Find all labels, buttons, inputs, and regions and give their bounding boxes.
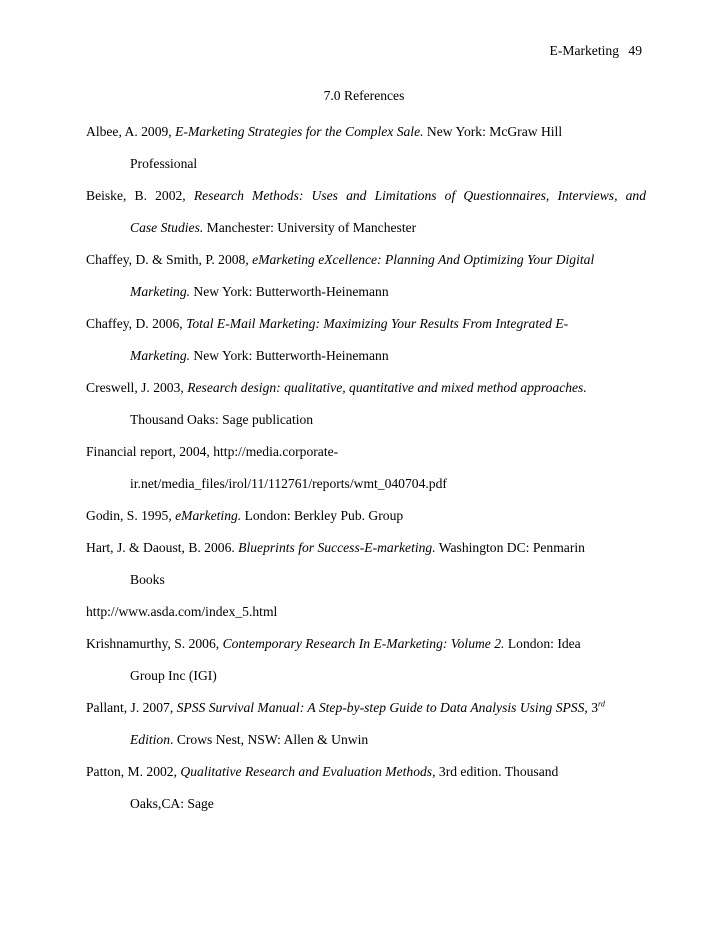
reference-continuation-line bbox=[86, 340, 646, 372]
reference-line bbox=[86, 628, 646, 660]
reference-text: http://www.asda.com/index_5.html bbox=[86, 604, 278, 619]
reference-text: Godin, S. 1995, bbox=[86, 508, 176, 523]
running-head bbox=[550, 43, 642, 59]
reference-continuation-line bbox=[86, 148, 646, 180]
reference-text: Chaffey, D. 2006, bbox=[86, 316, 187, 331]
page-number: 49 bbox=[628, 43, 642, 58]
reference-continuation-line bbox=[86, 276, 646, 308]
reference-entry bbox=[86, 500, 646, 532]
reference-continuation-line bbox=[86, 212, 646, 244]
reference-text: Hart, J. & Daoust, B. 2006. bbox=[86, 540, 239, 555]
reference-continuation-line bbox=[86, 788, 646, 820]
reference-text: Albee, A. 2009, bbox=[86, 124, 176, 139]
reference-entry bbox=[86, 116, 646, 180]
reference-text: Chaffey, D. & Smith, P. 2008, bbox=[86, 252, 253, 267]
reference-continuation-line bbox=[86, 404, 646, 436]
reference-entry bbox=[86, 756, 646, 820]
reference-text: Financial report, 2004, http://media.corporate- bbox=[86, 444, 339, 459]
reference-line bbox=[86, 180, 646, 212]
reference-text: New York: Butterworth-Heinemann bbox=[190, 348, 389, 363]
reference-entry bbox=[86, 436, 646, 500]
reference-text: Professional bbox=[130, 156, 198, 171]
reference-text: Oaks,CA: Sage bbox=[130, 796, 214, 811]
reference-text-italic: Research Methods: Uses and Limitations of Questionnaires, Interviews, and bbox=[193, 188, 646, 203]
reference-text: New York: McGraw Hill bbox=[423, 124, 563, 139]
reference-text: Thousand Oaks: Sage publication bbox=[130, 412, 314, 427]
reference-text: Pallant, J. 2007, bbox=[86, 700, 177, 715]
section-title: 7.0 References bbox=[323, 88, 405, 103]
reference-text-superscript: rd bbox=[598, 699, 605, 709]
reference-text: Group Inc (IGI) bbox=[130, 668, 217, 683]
reference-text-italic: Marketing. bbox=[130, 348, 191, 363]
reference-text-italic: E-Marketing Strategies for the Complex Sale. bbox=[175, 124, 424, 139]
reference-text: . Crows Nest, NSW: Allen & Unwin bbox=[170, 732, 369, 747]
reference-line bbox=[86, 244, 646, 276]
reference-line bbox=[86, 692, 646, 724]
reference-text-italic: Case Studies. bbox=[130, 220, 204, 235]
reference-text: Patton, M. 2002, bbox=[86, 764, 181, 779]
reference-entry bbox=[86, 692, 646, 756]
reference-text-italic: Blueprints for Success-E-marketing. bbox=[238, 540, 436, 555]
reference-line bbox=[86, 756, 646, 788]
reference-text-italic: Marketing. bbox=[130, 284, 191, 299]
reference-text: Krishnamurthy, S. 2006, bbox=[86, 636, 223, 651]
reference-text-italic: eMarketing eXcellence: Planning And Optimizing Your Digital bbox=[252, 252, 595, 267]
reference-text-italic: Total E-Mail Marketing: Maximizing Your Results From Integrated E- bbox=[186, 316, 569, 331]
reference-text: Beiske, B. 2002, bbox=[86, 188, 194, 203]
reference-continuation-line bbox=[86, 724, 646, 756]
reference-text: New York: Butterworth-Heinemann bbox=[190, 284, 389, 299]
reference-continuation-line bbox=[86, 564, 646, 596]
reference-text: Washington DC: Penmarin bbox=[435, 540, 585, 555]
reference-text-italic: Qualitative Research and Evaluation Methods bbox=[180, 764, 433, 779]
reference-line bbox=[86, 436, 646, 468]
reference-entry bbox=[86, 372, 646, 436]
running-title: E-Marketing bbox=[549, 43, 619, 58]
reference-line bbox=[86, 116, 646, 148]
reference-text: Creswell, J. 2003, bbox=[86, 380, 188, 395]
reference-text-italic: Contemporary Research In E-Marketing: Volume 2. bbox=[222, 636, 505, 651]
reference-line bbox=[86, 596, 646, 628]
reference-line bbox=[86, 500, 646, 532]
reference-line bbox=[86, 532, 646, 564]
reference-entry bbox=[86, 532, 646, 596]
reference-entry bbox=[86, 180, 646, 244]
reference-text: ir.net/media_files/irol/11/112761/reports/wmt_040704.pdf bbox=[130, 476, 447, 491]
reference-text: London: Berkley Pub. Group bbox=[241, 508, 404, 523]
reference-text: Manchester: University of Manchester bbox=[203, 220, 417, 235]
reference-line bbox=[86, 308, 646, 340]
reference-continuation-line bbox=[86, 660, 646, 692]
reference-text: Books bbox=[130, 572, 165, 587]
reference-line bbox=[86, 372, 646, 404]
reference-entry bbox=[86, 308, 646, 372]
reference-text-italic: Research design: qualitative, quantitative and mixed method approaches. bbox=[187, 380, 587, 395]
reference-entry bbox=[86, 628, 646, 692]
reference-entry bbox=[86, 244, 646, 308]
reference-text: , 3rd edition. Thousand bbox=[432, 764, 559, 779]
reference-text-italic: eMarketing. bbox=[175, 508, 242, 523]
reference-text: , 3 bbox=[584, 700, 598, 715]
reference-text-italic: SPSS Survival Manual: A Step-by-step Guide to Data Analysis Using SPSS bbox=[176, 700, 585, 715]
reference-list bbox=[86, 116, 646, 820]
reference-continuation-line bbox=[86, 468, 646, 500]
reference-entry bbox=[86, 596, 646, 628]
reference-text-italic: Edition bbox=[130, 732, 171, 747]
reference-text: London: Idea bbox=[504, 636, 581, 651]
